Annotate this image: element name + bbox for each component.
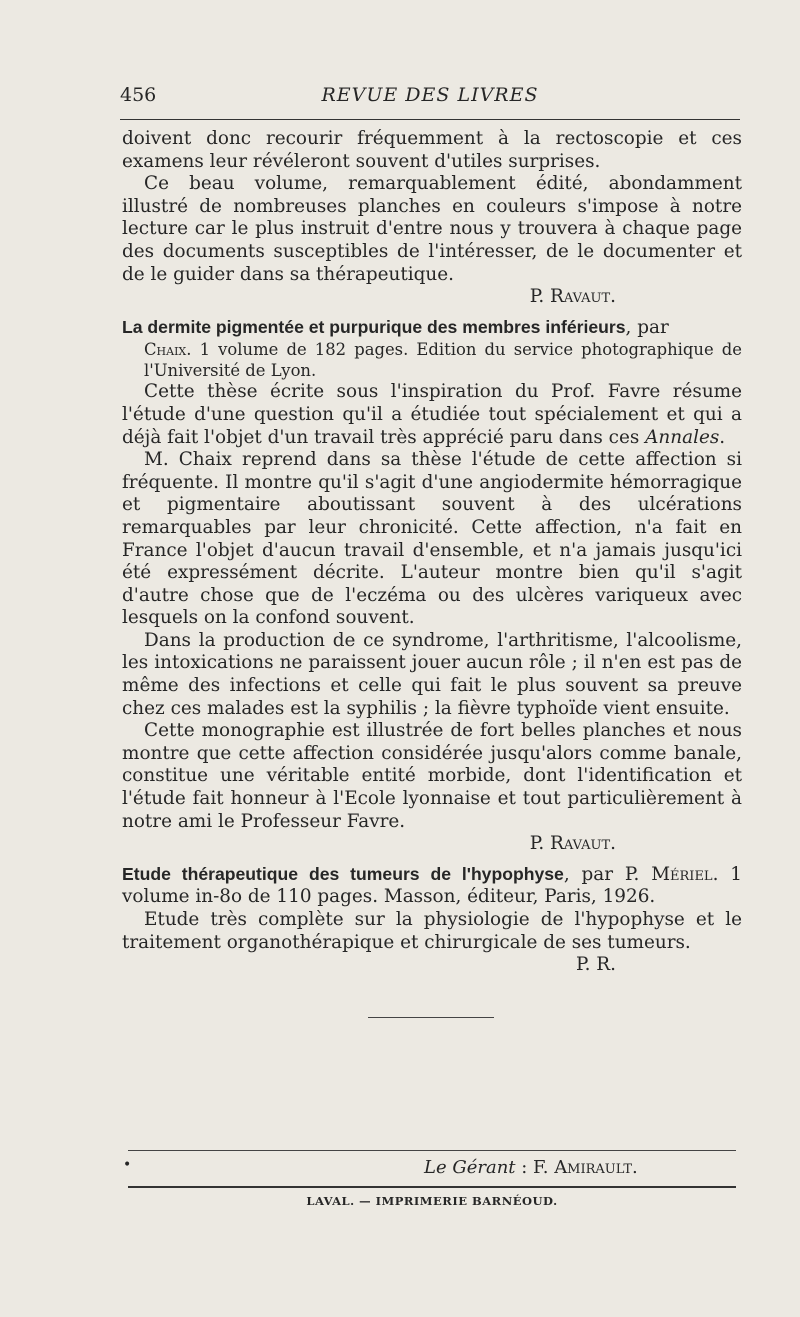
journal-title: Annales — [645, 426, 720, 448]
review1-paragraph-2-text: Ce beau volume, remarquablement édité, abondamment illustré de nombreuses planches en couleurs s'impose à notre lecture car le plus instruit d'entre nous y trouvera à chaque page des documents susceptibles de l'intéresser, de le documenter et de le guider dans sa thérapeutique. — [122, 173, 742, 285]
review1-paragraph-1: doivent donc recourir fréquemment à la rectoscopie et ces examens leur révéleront souvent d'utiles surprises. — [122, 128, 742, 172]
review3-by: , par P. — [563, 863, 640, 885]
review2-heading — [122, 316, 742, 340]
running-title: REVUE DES LIVRES — [321, 84, 539, 106]
gerant-separator: : F. — [515, 1157, 549, 1178]
printer-imprint: LAVAL. — IMPRIMERIE BARNÉOUD. — [306, 1194, 558, 1208]
review2-paragraph-3: Dans la production de ce syndrome, l'arthritisme, l'alcoolisme, les intoxications ne paraissent jouer aucun rôle ; il n'en est pas de même des infections et celle qui fait le plus souvent sa preuve chez ces malades est la syphilis ; la fièvre typhoïde vient ensuite. — [122, 629, 742, 719]
review2-paragraph-1-end: . — [719, 426, 726, 448]
page-number: 456 — [120, 84, 157, 106]
review2-paragraph-1 — [122, 381, 742, 449]
gerant-label: Le Gérant — [424, 1157, 516, 1178]
review2-by: , par — [625, 316, 669, 338]
gerant-name: Amirault. — [554, 1157, 638, 1178]
review3-author: Mériel — [651, 863, 713, 885]
review2-paragraph-4-text: Cette monographie est illustrée de fort belles planches et nous montre que cette affection considérée jusqu'alors comme banale, constitue une véritable entité morbide, dont l'identification et l'étude fait honneur à l'Ecole lyonnaise et tout particulièrement à notre ami le Professeur Favre. — [122, 720, 742, 832]
footer-rule-top — [128, 1150, 736, 1151]
review3-signature: P. R. — [575, 954, 616, 976]
section-end-rule — [368, 1017, 494, 1018]
review3-paragraph-1-text: Etude très complète sur la physiologie de l'hypophyse et le traitement organothérapique et chirurgicale de ses tumeurs. — [122, 909, 742, 953]
review1-paragraph-2 — [122, 173, 742, 309]
review3-paragraph-1 — [122, 909, 742, 977]
review2-paragraph-4 — [122, 720, 742, 856]
review3-title: Etude thérapeutique des tumeurs de l'hypophyse — [122, 863, 564, 884]
review2-signature: P. Ravaut. — [529, 833, 616, 855]
review2-paragraph-2: M. Chaix reprend dans sa thèse l'étude de cette affection si fréquente. Il montre qu'il s'agit d'une angiodermite hémorragique et pigmentaire aboutissant souvent à des ulcérations remarquables par leur chronicité. Cette affection, n'a fait en France l'objet d'aucun travail d'ensemble, et n'a jamais jusqu'ici été expressément décrite. L'auteur montre bien qu'il s'agit d'autre chose que de l'eczéma ou des ulcères variqueux avec lesquels on la confond souvent. — [122, 449, 742, 629]
review1-signature: P. Ravaut. — [529, 286, 616, 308]
review2-title: La dermite pigmentée et purpurique des membres inférieurs — [122, 316, 626, 337]
review2-author: Chaix — [144, 340, 187, 360]
footer-bullet: • — [123, 1157, 132, 1173]
review2-details: . 1 volume de 182 pages. Edition du service photographique de l'Université de Lyon. — [144, 340, 742, 381]
review2-bibliographic-details — [122, 339, 742, 381]
review3-details: . 1 volume in-8o de 110 pages. Masson, éditeur, Paris, 1926. — [122, 863, 742, 908]
review3-heading — [122, 863, 742, 909]
running-header — [120, 84, 740, 112]
header-rule — [120, 119, 740, 120]
article-body — [122, 128, 742, 977]
gerant-line — [424, 1157, 638, 1178]
review2-paragraph-1-text: Cette thèse écrite sous l'inspiration du Prof. Favre résume l'étude d'une question qu'il a étudiée tout spécialement et qui a déjà fait l'objet d'un travail très apprécié paru dans ces — [122, 381, 742, 448]
footer-rule-bottom — [128, 1186, 736, 1188]
